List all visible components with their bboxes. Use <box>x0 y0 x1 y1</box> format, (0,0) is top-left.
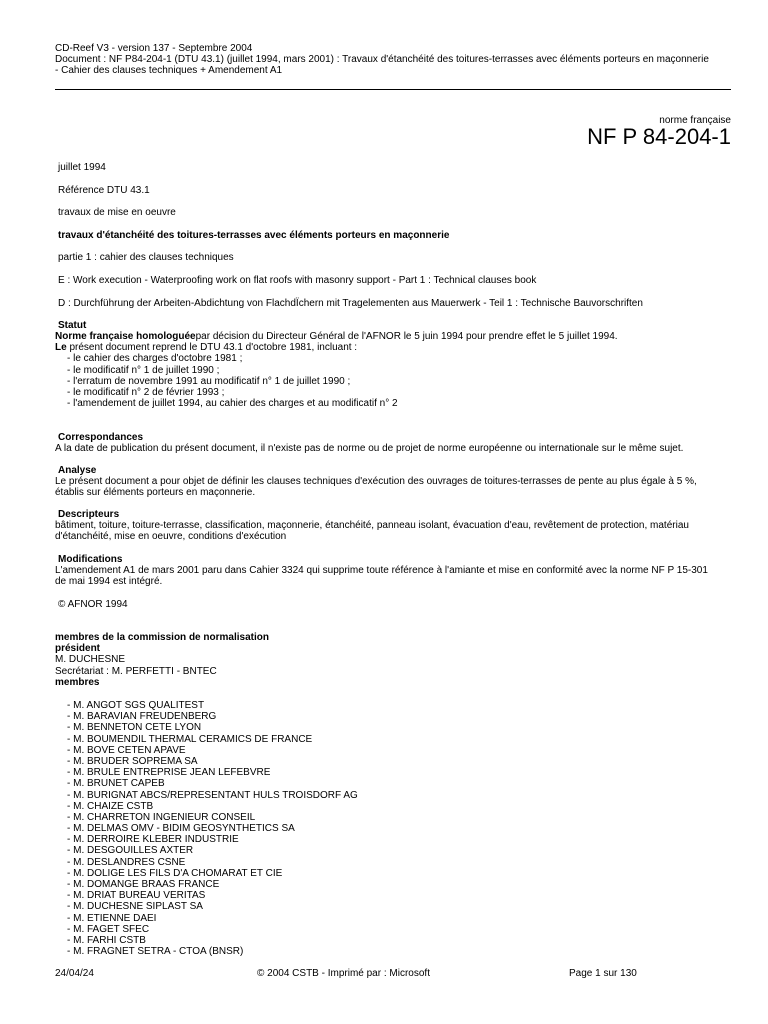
president-label: président <box>55 643 101 655</box>
afnor-copyright: © AFNOR 1994 <box>58 599 128 610</box>
statut-item: - le cahier des charges d'octobre 1981 ; <box>67 353 243 365</box>
list-item: - M. BRULE ENTREPRISE JEAN LEFEBVRE <box>67 767 271 779</box>
list-item: - M. DESLANDRES CSNE <box>67 856 186 868</box>
president-name: M. DUCHESNE <box>55 654 126 666</box>
header-document-subtitle: - Cahier des clauses techniques + Amendement A1 <box>55 65 283 77</box>
members-label: membres <box>55 676 100 688</box>
list-item: - M. DOLIGE LES FILS D'A CHOMARAT ET CIE <box>67 867 283 879</box>
correspondances-heading: Correspondances <box>58 432 144 443</box>
footer-date: 24/04/24 <box>55 968 94 979</box>
german-title: D : Durchführung der Arbeiten-Abdichtung von FlachdÏchern mit Tragelementen aus Mauerwerk - Teil 1 : Technische Bauvorschriften <box>58 298 643 309</box>
work-category: travaux de mise en oeuvre <box>58 207 176 218</box>
footer-page-number: Page 1 sur 130 <box>569 968 637 979</box>
norme-label: norme française <box>659 115 731 126</box>
member-list <box>67 700 358 957</box>
analyse-heading: Analyse <box>58 465 97 476</box>
list-item: - M. DESGOUILLES AXTER <box>67 845 194 857</box>
list-item: - M. ANGOT SGS QUALITEST <box>67 700 205 711</box>
statut-heading: Statut <box>58 320 87 331</box>
list-item: - M. ETIENNE DAEI <box>67 912 157 924</box>
commission-section <box>55 632 269 688</box>
statut-item: - l'amendement de juillet 1994, au cahier des charges et au modificatif n° 2 <box>67 398 398 410</box>
document-header <box>55 43 735 77</box>
list-item: - M. DOMANGE BRAAS FRANCE <box>67 879 220 890</box>
list-item: - M. BARAVIAN FREUDENBERG <box>67 711 217 723</box>
statut-homologuee: Norme française homologuéepar décision du Directeur Général de l'AFNOR le 5 juin 1994 pour prendre effet le 5 juillet 1994. <box>55 331 618 342</box>
list-item: - M. DUCHESNE SIPLAST SA <box>67 901 203 913</box>
list-item: - M. BOUMENDIL THERMAL CERAMICS DE FRANCE <box>67 733 313 745</box>
commission-heading: membres de la commission de normalisation <box>55 632 269 643</box>
list-item: - M. FARHI CSTB <box>67 934 146 946</box>
list-item: - M. BENNETON CETE LYON <box>67 722 202 734</box>
header-divider <box>55 89 731 90</box>
header-document-title: Document : NF P84-204-1 (DTU 43.1) (juillet 1994, mars 2001) : Travaux d'étanchéité des toitures-terrasses avec éléments porteurs en maçonnerie <box>55 54 709 66</box>
list-item: - M. BOVE CETEN APAVE <box>67 744 186 756</box>
list-item: - M. BRUNET CAPEB <box>67 778 165 790</box>
list-item: - M. CHAIZE CSTB <box>67 800 154 812</box>
modifications-heading: Modifications <box>58 554 123 565</box>
list-item: - M. BURIGNAT ABCS/REPRESENTANT HULS TROISDORF AG <box>67 789 358 801</box>
list-item: - M. FRAGNET SETRA - CTOA (BNSR) <box>67 946 244 958</box>
publication-date: juillet 1994 <box>58 162 106 173</box>
statut-reprend: Le présent document reprend le DTU 43.1 d'octobre 1981, incluant : <box>55 342 358 354</box>
list-item: - M. DELMAS OMV - BIDIM GEOSYNTHETICS SA <box>67 823 295 835</box>
header-version: CD-Reef V3 - version 137 - Septembre 2004 <box>55 43 253 54</box>
footer-copyright: © 2004 CSTB - Imprimé par : Microsoft <box>257 968 430 979</box>
modifications-text: L'amendement A1 de mars 2001 paru dans Cahier 3324 qui supprime toute référence à l'amiante et mise en conformité avec la norme NF P 15-301 de mai 1994 est intégré. <box>55 565 708 588</box>
descripteurs-heading: Descripteurs <box>58 509 120 520</box>
list-item: - M. BRUDER SOPREMA SA <box>67 755 198 767</box>
statut-item: - le modificatif n° 2 de février 1993 ; <box>67 387 225 399</box>
list-item: - M. CHARRETON INGENIEUR CONSEIL <box>67 811 256 823</box>
statut-section <box>55 331 735 409</box>
list-item: - M. DRIAT BUREAU VERITAS <box>67 890 206 902</box>
english-title: E : Work execution - Waterproofing work on flat roofs with masonry support - Part 1 : Technical clauses book <box>58 275 537 286</box>
correspondances-text: A la date de publication du présent document, il n'existe pas de norme ou de projet de norme européenne ou internationale sur le même sujet. <box>55 443 684 454</box>
document-part: partie 1 : cahier des clauses techniques <box>58 252 234 263</box>
list-item: - M. FAGET SFEC <box>67 923 150 935</box>
dtu-reference: Référence DTU 43.1 <box>58 185 150 196</box>
statut-item: - le modificatif n° 1 de juillet 1990 ; <box>67 364 220 376</box>
statut-item: - l'erratum de novembre 1991 au modificatif n° 1 de juillet 1990 ; <box>67 375 351 387</box>
secretary: Secrétariat : M. PERFETTI - BNTEC <box>55 665 217 677</box>
descripteurs-text: bâtiment, toiture, toiture-terrasse, classification, maçonnerie, étanchéité, panneau isolant, évacuation d'eau, revêtement de protection, matériau d'étanchéité, mise en oeuvre, conditions d'exécution <box>55 520 689 543</box>
analyse-text: Le présent document a pour objet de définir les clauses techniques d'exécution des ouvrages de toitures-terrasses de pente au plus égale à 5 %, établis sur éléments porteurs en maçonnerie. <box>55 476 697 499</box>
norme-number: NF P 84-204-1 <box>587 124 731 149</box>
document-title: travaux d'étanchéité des toitures-terrasses avec éléments porteurs en maçonnerie <box>58 230 450 241</box>
list-item: - M. DERROIRE KLEBER INDUSTRIE <box>67 834 239 846</box>
